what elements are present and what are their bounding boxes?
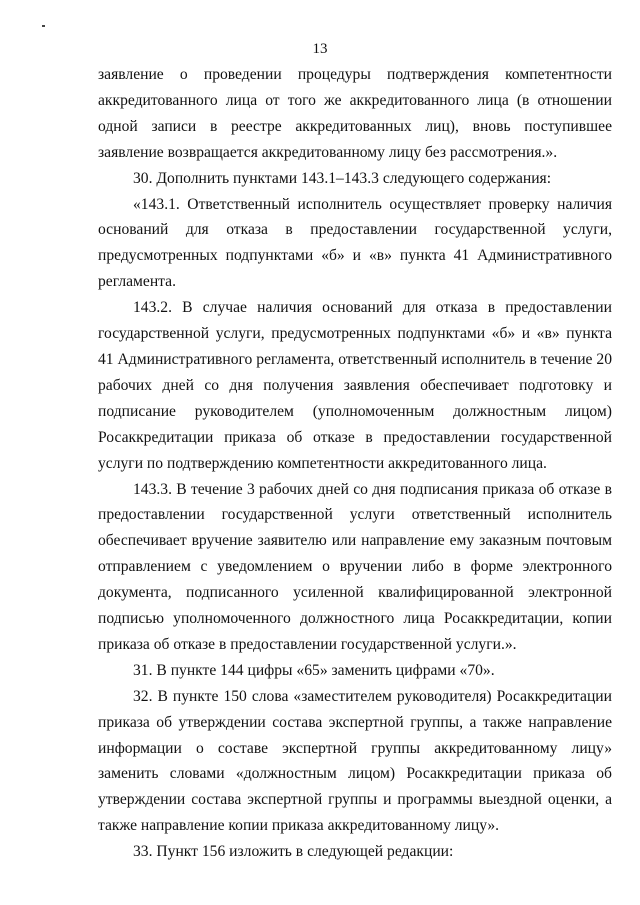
document-body [98, 62, 612, 865]
paragraph-item-30: 30. Дополнить пунктами 143.1–143.3 следующего содержания: [133, 169, 552, 187]
paragraph-item-33: 33. Пункт 156 изложить в следующей редакции: [133, 843, 454, 861]
page-number: 13 [312, 41, 328, 57]
paragraph-item-143-3: 143.3. В течение 3 рабочих дней со дня подписания приказа об отказе в предоставлении государственной услуги ответственный исполнитель обеспечивает вручение заявителю или направление ему заказным почтовым отправлением с уведомлением о вручении либо в форме электронного документа, подписанного усиленной квалифицированной электронной подписью уполномоченного должностного лица Росаккредитации, копии приказа об отказе в предоставлении государственной услуги.». [98, 480, 612, 653]
scan-speck [42, 25, 45, 27]
paragraph-item-143-2: 143.2. В случае наличия оснований для отказа в предоставлении государственной услуги, предусмотренных подпунктами «б» и «в» пункта 41 Административного регламента, ответственный исполнитель в течение 20 рабочих дней со дня получения заявления обеспечивает подготовку и подписание руководителем (уполномоченным должностным лицом) Росаккредитации приказа об отказе в предоставлении государственной услуги по подтверждению компетентности аккредитованного лица. [98, 299, 612, 472]
paragraph-item-32: 32. В пункте 150 слова «заместителем руководителя) Росаккредитации приказа об утверждении состава экспертной группы, а также направление информации о составе экспертной группы аккредитованному лицу» заменить словами «должностным лицом) Росаккредитации приказа об утверждении состава экспертной группы и программы выездной оценки, а также направление копии приказа аккредитованному лицу». [98, 687, 612, 835]
paragraph-item-31: 31. В пункте 144 цифры «65» заменить цифрами «70». [133, 661, 495, 679]
paragraph-continuation: заявление о проведении процедуры подтверждения компетентности аккредитованного лица от того же аккредитованного лица (в отношении одной записи в реестре аккредитованных лиц), вновь поступившее заявление возвращается аккредитованному лицу без рассмотрения.». [98, 66, 612, 161]
paragraph-item-143-1: «143.1. Ответственный исполнитель осуществляет проверку наличия оснований для отказа в предоставлении государственной услуги, предусмотренных подпунктами «б» и «в» пункта 41 Административного регламента. [98, 195, 612, 291]
